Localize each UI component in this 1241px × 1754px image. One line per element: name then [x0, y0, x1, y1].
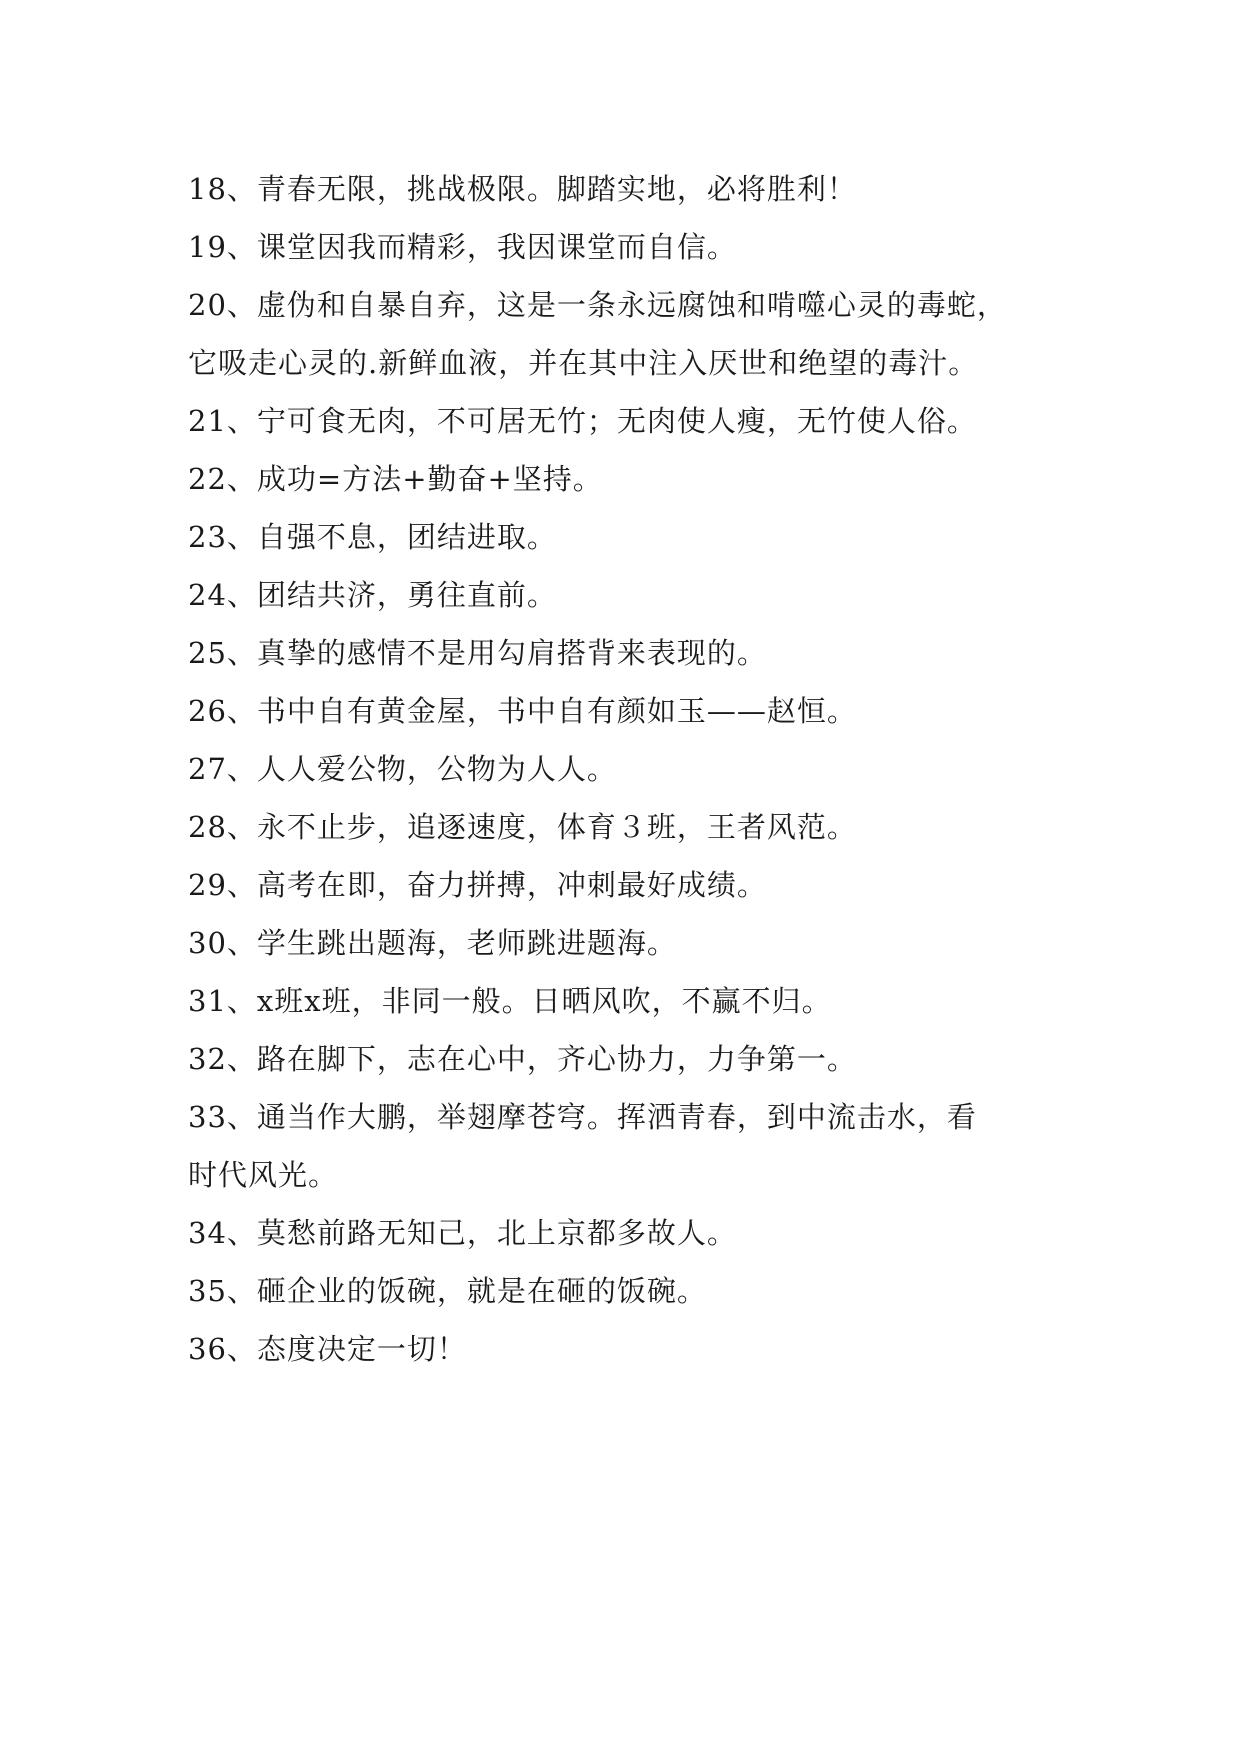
text-line: 18、青春无限，挑战极限。脚踏实地，必将胜利！ [188, 172, 857, 206]
text-line: 34、莫愁前路无知己，北上京都多故人。 [188, 1216, 737, 1250]
document-body [188, 160, 1068, 1378]
text-line: 21、宁可食无肉，不可居无竹；无肉使人瘦，无竹使人俗。 [188, 404, 977, 438]
text-line: 24、团结共济，勇往直前。 [188, 578, 557, 612]
text-line: 29、高考在即，奋力拼搏，冲刺最好成绩。 [188, 868, 767, 902]
text-line: 28、永不止步，追逐速度，体育３班，王者风范。 [188, 810, 857, 844]
text-line: 26、书中自有黄金屋，书中自有颜如玉——赵恒。 [188, 694, 857, 728]
text-line: 25、真挚的感情不是用勾肩搭背来表现的。 [188, 636, 767, 670]
text-line: 31、x班x班，非同一般。日晒风吹，不赢不归。 [188, 984, 832, 1018]
text-line: 33、通当作大鹏，举翅摩苍穹。挥洒青春，到中流击水，看 [188, 1100, 977, 1134]
text-line: 27、人人爱公物，公物为人人。 [188, 752, 617, 786]
text-line: 30、学生跳出题海，老师跳进题海。 [188, 926, 677, 960]
text-line: 它吸走心灵的.新鲜血液，并在其中注入厌世和绝望的毒汁。 [188, 346, 979, 380]
text-line: 35、砸企业的饭碗，就是在砸的饭碗。 [188, 1274, 707, 1308]
text-line: 32、路在脚下，志在心中，齐心协力，力争第一。 [188, 1042, 857, 1076]
text-line: 36、态度决定一切！ [188, 1332, 467, 1366]
text-line: 时代风光。 [188, 1158, 339, 1192]
text-line: 20、虚伪和自暴自弃，这是一条永远腐蚀和啃噬心灵的毒蛇， [188, 288, 1007, 322]
text-line: 23、自强不息，团结进取。 [188, 520, 557, 554]
text-line: 22、成功=方法+勤奋+坚持。 [188, 462, 603, 496]
text-line: 19、课堂因我而精彩，我因课堂而自信。 [188, 230, 737, 264]
